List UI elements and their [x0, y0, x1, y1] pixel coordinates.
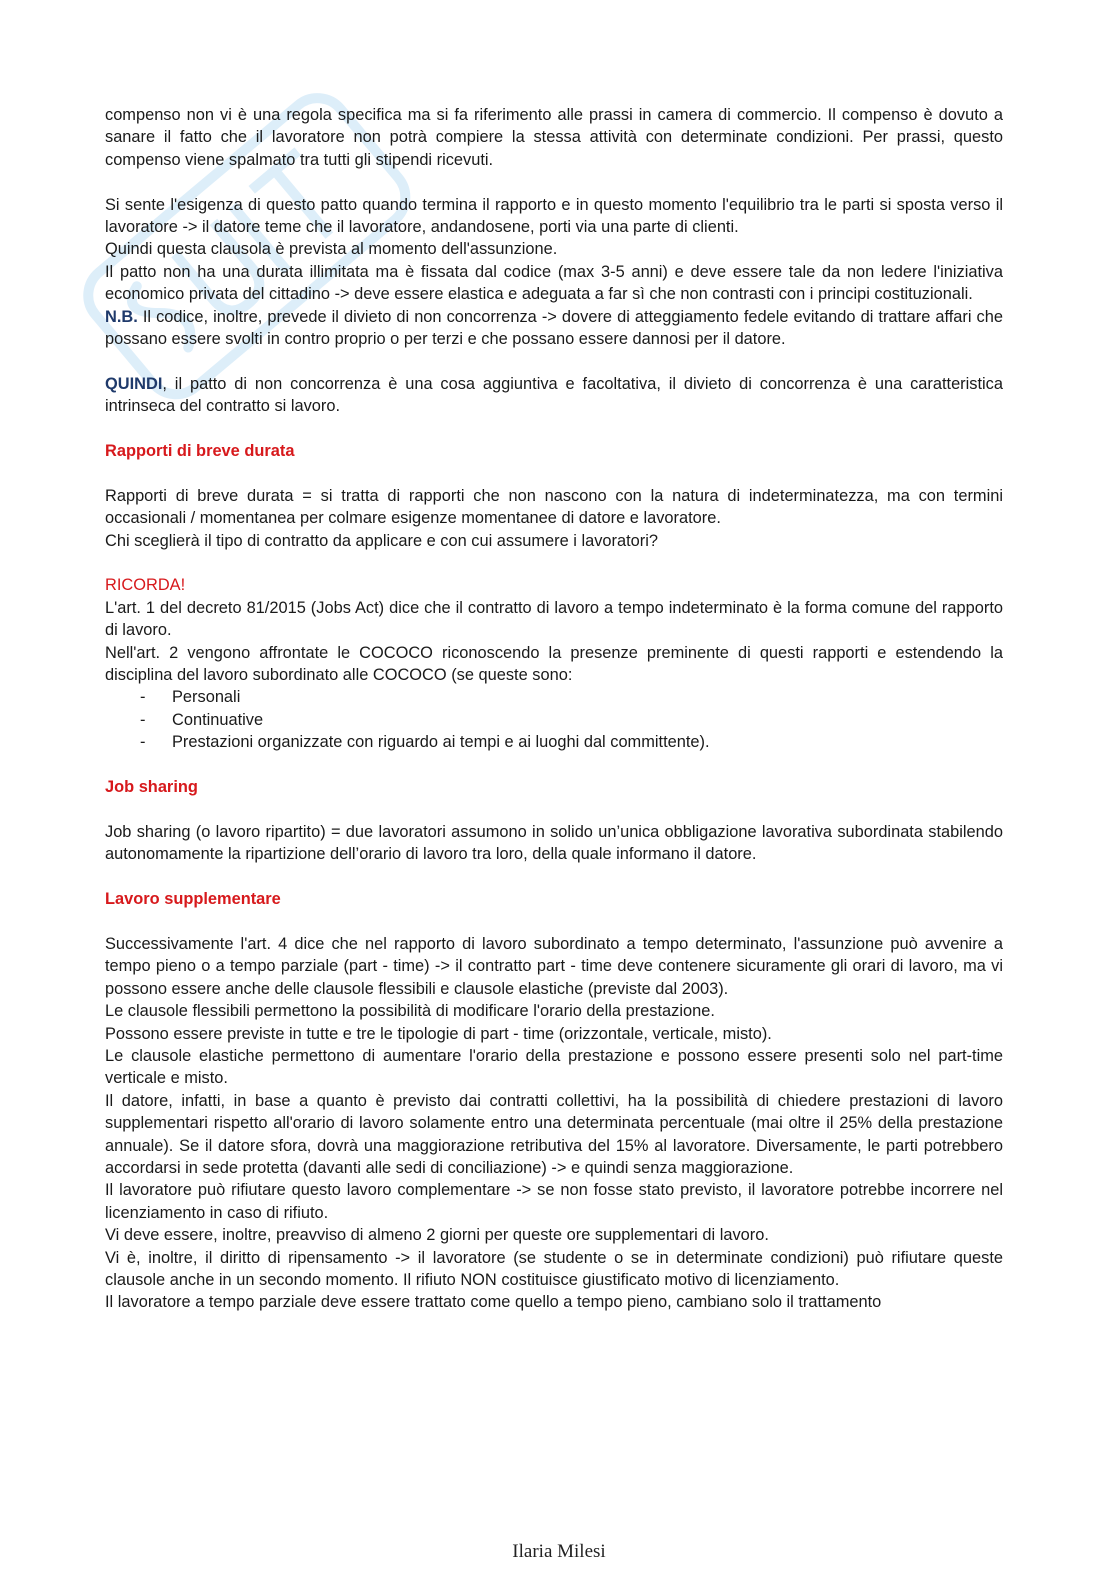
- quindi-text: , il patto di non concorrenza è una cosa aggiuntiva e facoltativa, il divieto di concorrenza è una caratteristica intrinseca del contratto si lavoro.: [105, 374, 1003, 416]
- paragraph: Nell'art. 2 vengono affrontate le COCOCO riconoscendo la presenze preminente di questi rapporti e estendendo la disciplina del lavoro subordinato alle COCOCO (se queste sono:: [105, 643, 1003, 685]
- paragraph: Le clausole elastiche permettono di aumentare l'orario della prestazione e possono essere presenti solo nel part-time verticale e misto.: [105, 1046, 1003, 1088]
- paragraph: L'art. 1 del decreto 81/2015 (Jobs Act) dice che il contratto di lavoro a tempo indeterminato è la forma comune del rapporto di lavoro.: [105, 598, 1003, 640]
- paragraph: Possono essere previste in tutte e tre le tipologie di part - time (orizzontale, verticale, misto).: [105, 1024, 772, 1043]
- section-heading: Job sharing: [105, 778, 198, 797]
- dash-marker: -: [140, 688, 146, 707]
- list-item-text: Continuative: [172, 710, 264, 729]
- cococo-list: [105, 686, 1003, 753]
- list-item-text: Prestazioni organizzate con riguardo ai tempi e ai luoghi dal committente).: [172, 733, 710, 752]
- paragraph: compenso non vi è una regola specifica ma si fa riferimento alle prassi in camera di commercio. Il compenso è dovuto a sanare il fatto che il lavoratore non potrà compiere la stessa attività con determinate condizioni. Per prassi, questo compenso viene spalmato tra tutti gli stipendi ricevuti.: [105, 106, 1003, 169]
- paragraph: Il lavoratore può rifiutare questo lavoro complementare -> se non fosse stato previsto, il lavoratore potrebbe incorrere nel licenziamento in caso di rifiuto.: [105, 1181, 1003, 1222]
- paragraph: Il datore, infatti, in base a quanto è previsto dai contratti collettivi, ha la possibilità di chiedere prestazioni di lavoro supplementari rispetto all'orario di lavoro solamente entro una determinata percentuale (mai oltre il 25% della prestazione annuale). Se il datore sfora, dovrà una maggiorazione retributiva del 15% al lavoratore. Diversamente, le parti potrebbero accordarsi in sede protetta (davanti alle sedi di conciliazione) -> e quindi senza maggiorazione.: [105, 1091, 1003, 1177]
- paragraph: Il patto non ha una durata illimitata ma è fissata dal codice (max 3-5 anni) e deve essere tale da non ledere l'iniziativa economico privata del cittadino -> deve essere elastica e adeguata a far sì che non contrasti con i principi costituzionali.: [105, 262, 1003, 304]
- list-item: [105, 686, 1003, 708]
- dash-marker: -: [140, 733, 146, 752]
- quindi-paragraph: [105, 373, 1003, 418]
- list-item-text: Personali: [172, 688, 241, 707]
- nb-text: Il codice, inoltre, prevede il divieto di non concorrenza -> dovere di atteggiamento fedele evitando di trattare affari che possano essere svolti in contro proprio o per terzi e che possano essere dannosi per il datore.: [105, 307, 1003, 349]
- footer-author: Ilaria Milesi: [512, 1541, 606, 1562]
- section-heading: Rapporti di breve durata: [105, 442, 295, 461]
- dash-marker: -: [140, 710, 146, 729]
- paragraph: Si sente l'esigenza di questo patto quando termina il rapporto e in questo momento l'equilibrio tra le parti si sposta verso il lavoratore -> il datore teme che il lavoratore, andandosene, porti via una parte di clienti.: [105, 195, 1003, 237]
- quindi-label: QUINDI: [105, 374, 163, 393]
- paragraph: Rapporti di breve durata = si tratta di rapporti che non nascono con la natura di indeterminatezza, ma con termini occasionali / momentanea per colmare esigenze momentanee di datore e lavoratore.: [105, 486, 1003, 528]
- document-body: [105, 104, 1003, 1314]
- paragraph: Vi deve essere, inoltre, preavviso di almeno 2 giorni per queste ore supplementari di lavoro.: [105, 1226, 769, 1245]
- paragraph: Le clausole flessibili permettono la possibilità di modificare l'orario della prestazione.: [105, 1002, 715, 1021]
- list-item: [105, 709, 1003, 731]
- paragraph: Job sharing (o lavoro ripartito) = due lavoratori assumono in solido un’unica obbligazione lavorativa subordinata stabilendo autonomamente la ripartizione dell’orario di lavoro tra loro, della quale informano il datore.: [105, 822, 1003, 864]
- paragraph: Quindi questa clausola è prevista al momento dell'assunzione.: [105, 240, 558, 259]
- section-heading: Lavoro supplementare: [105, 890, 281, 909]
- nb-label: N.B.: [105, 307, 138, 326]
- list-item: [105, 731, 1003, 753]
- paragraph: Il lavoratore a tempo parziale deve essere trattato come quello a tempo pieno, cambiano solo il trattamento: [105, 1293, 882, 1312]
- ricorda-label: RICORDA!: [105, 576, 186, 595]
- paragraph: Vi è, inoltre, il diritto di ripensamento -> il lavoratore (se studente o se in determinate condizioni) può rifiutare queste clausole anche in un secondo momento. Il rifiuto NON costituisce giustificato motivo di licenziamento.: [105, 1248, 1003, 1289]
- paragraph: Successivamente l'art. 4 dice che nel rapporto di lavoro subordinato a tempo determinato, l'assunzione può avvenire a tempo pieno o a tempo parziale (part - time) -> il contratto part - time deve contenere sicuramente gli orari di lavoro, ma vi possono essere anche delle clausole flessibili e clausole elastiche (previste dal 2003).: [105, 934, 1003, 998]
- paragraph: Chi sceglierà il tipo di contratto da applicare e con cui assumere i lavoratori?: [105, 531, 659, 550]
- nb-paragraph: [105, 306, 1003, 351]
